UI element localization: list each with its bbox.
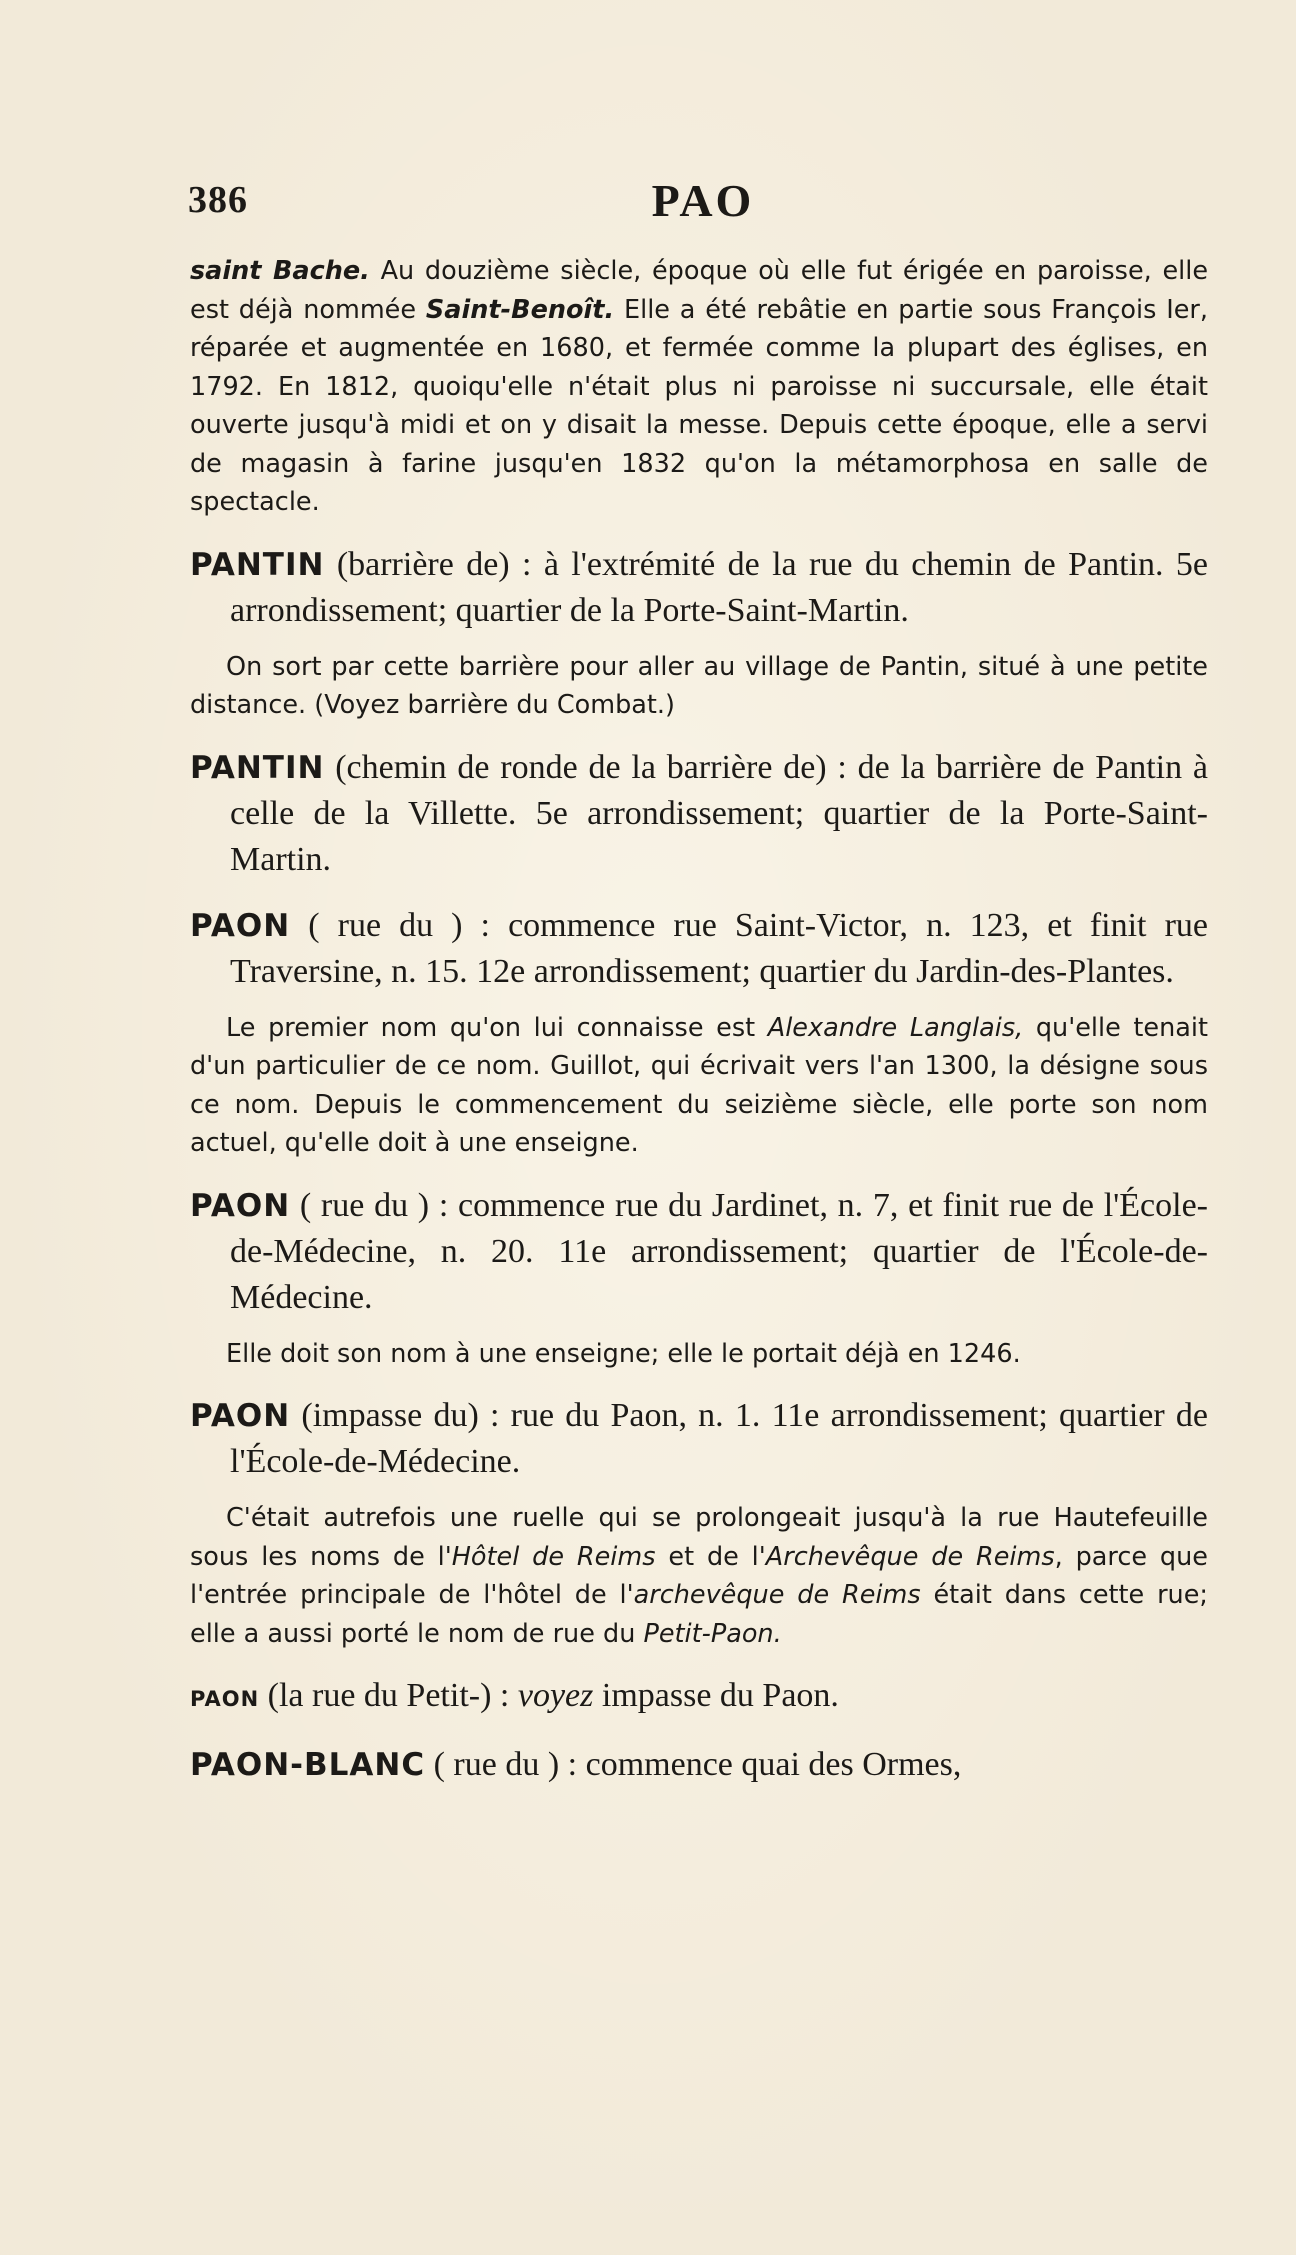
note-italic: archevêque de Reims	[633, 1580, 921, 1610]
note-italic: Archevêque de Reims	[765, 1541, 1055, 1572]
note-text: qu'elle tenait d'un particulier de ce nom. Guillot, qui écrivait vers l'an 1300, la désigne sous ce nom. Depuis le commencement du seizième siècle, elle porte son nom actuel, qu'elle doit à une enseigne.	[190, 1012, 1208, 1158]
entry-text: (barrière de) : à l'extrémité de la rue du chemin de Pantin. 5e arrondissement; quartier de la Porte-Saint-Martin.	[230, 545, 1208, 629]
page-header	[188, 175, 1218, 238]
note-italic: Hôtel de Reims	[451, 1541, 656, 1572]
entry-headword: PAON	[190, 1687, 260, 1711]
entry-pantin-barriere	[190, 542, 1208, 634]
intro-text-2: Elle a été rebâtie en partie sous François Ier, réparée et augmentée en 1680, et fermée comme la plupart des églises, en 1792. En 1812, quoiqu'elle n'était plus ni paroisse ni succursale, elle était ouverte jusqu'à midi et on y disait la messe. Depuis cette époque, elle a servi de magasin à farine jusqu'en 1832 qu'on la métamorphosa en salle de spectacle.	[190, 294, 1208, 517]
entry-pantin-chemin	[190, 745, 1208, 883]
intro-italic-name: Saint-Benoît.	[425, 294, 615, 325]
entry-headword: PAON-BLANC	[190, 1747, 426, 1783]
entry-text: ( rue du ) : commence quai des Ormes,	[425, 1746, 962, 1783]
entry-text: ( rue du ) : commence rue du Jardinet, n. 7, et finit rue de l'École-de-Médecine, n. 20. 11e arrondissement; quartier de l'École-de-Médecine.	[230, 1186, 1208, 1316]
note-text: était dans cette rue; elle a aussi porté le nom de rue du	[190, 1580, 1209, 1649]
note-text: , parce que l'entrée principale de l'hôtel de l'	[190, 1541, 1208, 1610]
entry-paon-petit	[190, 1673, 1208, 1722]
running-head: PAO	[651, 175, 755, 226]
intro-text: Au douzième siècle, époque où elle fut érigée en paroisse, elle est déjà nommée	[190, 256, 1209, 325]
intro-italic-start: saint Bache.	[190, 256, 370, 286]
note-italic: Alexandre Langlais,	[767, 1012, 1024, 1043]
entry-paon-impasse	[190, 1393, 1208, 1485]
note-text: C'était autrefois une ruelle qui se prolongeait jusqu'à la rue Hautefeuille sous les noms de l'	[190, 1503, 1208, 1572]
entry-headword: PAON	[190, 1398, 291, 1434]
entry-text: (impasse du) : rue du Paon, n. 1. 11e arrondissement; quartier de l'École-de-Médecine.	[230, 1397, 1208, 1480]
entry-note: On sort par cette barrière pour aller au village de Pantin, situé à une petite distance. (Voyez barrière du Combat.)	[190, 651, 1208, 720]
entry-text: ( rue du ) : commence rue Saint-Victor, n. 123, et finit rue Traversine, n. 15. 12e arrondissement; quartier du Jardin-des-Plantes.	[230, 906, 1208, 990]
entry-headword: PAON	[190, 1187, 291, 1224]
entry-headword: PANTIN	[190, 546, 325, 583]
entry-italic: voyez	[517, 1677, 594, 1714]
entry-note	[190, 1009, 1208, 1163]
note-text: Le premier nom qu'on lui connaisse est	[226, 1012, 768, 1043]
entry-headword: PAON	[190, 907, 291, 944]
entry-paon-rue-2	[190, 1183, 1208, 1321]
page-number: 386	[188, 179, 248, 221]
intro-paragraph	[190, 252, 1208, 522]
page-body	[190, 252, 1208, 1802]
entry-paon-blanc	[190, 1742, 1208, 1788]
entry-text: (chemin de ronde de la barrière de) : de la barrière de Pantin à celle de la Villette. 5e arrondissement; quartier de la Porte-Saint-Martin.	[230, 748, 1208, 878]
entry-note	[190, 1499, 1208, 1653]
entry-headword: PANTIN	[190, 749, 325, 786]
entry-paon-rue-1	[190, 903, 1208, 995]
entry-text: impasse du Paon.	[593, 1677, 839, 1714]
entry-text: (la rue du Petit-) :	[259, 1677, 518, 1714]
note-text: et de l'	[655, 1541, 766, 1572]
note-italic: Petit-Paon.	[643, 1618, 782, 1649]
entry-note: Elle doit son nom à une enseigne; elle le portait déjà en 1246.	[226, 1338, 1021, 1369]
